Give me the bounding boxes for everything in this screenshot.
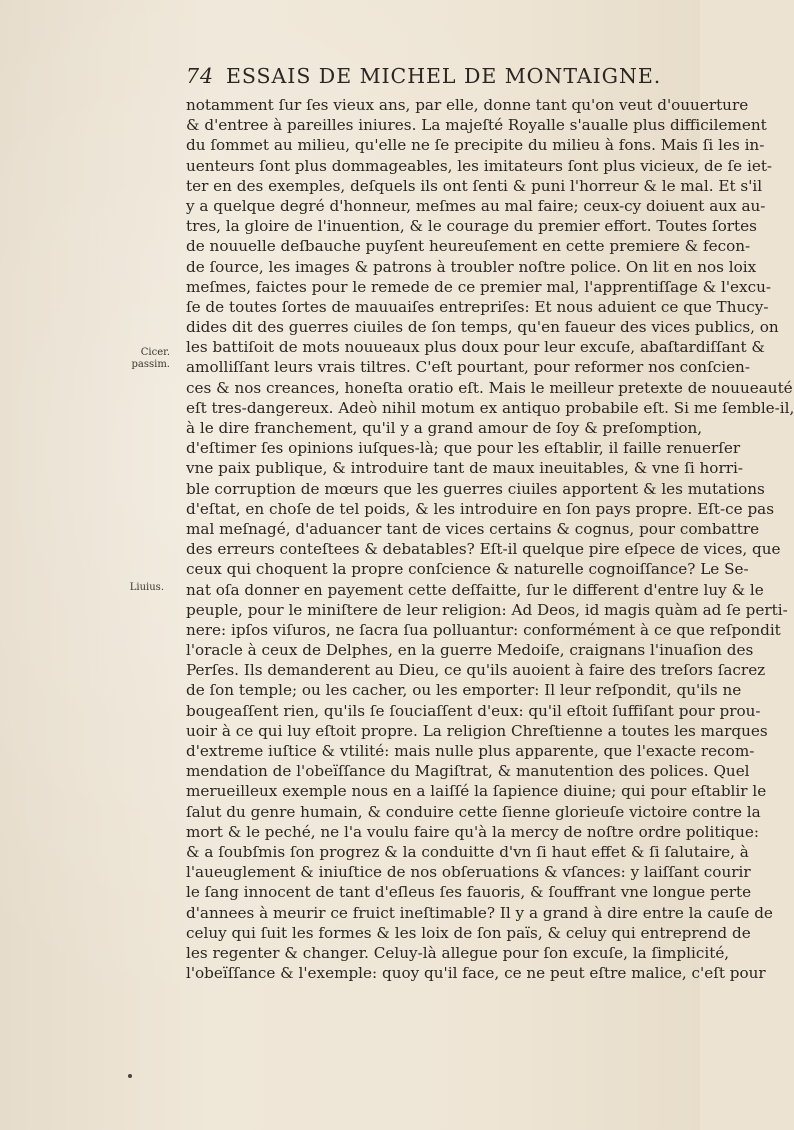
text-line: & d'entree à pareilles iniures. La majeſté Royalle s'aualle plus difficilement [186, 116, 767, 135]
text-line: ceux qui choquent la propre conſcience & naturelle cognoiſſance? Le Se- [186, 560, 749, 579]
running-header [186, 64, 662, 88]
text-line: uenteurs ſont plus dommageables, les imitateurs ſont plus vicieux, de ſe iet- [186, 156, 773, 175]
page-number: 74 [186, 64, 214, 88]
text-line: mendation de l'obeïſſance du Magiſtrat, & manutention des polices. Quel [186, 762, 750, 781]
text-line: d'annees à meurir ce fruict ineſtimable? Il y a grand à dire entre la cauſe de [186, 903, 773, 922]
text-line: mort & le peché, ne l'a voulu faire qu'à la mercy de noſtre ordre politique: [186, 822, 759, 841]
text-line: merueilleux exemple nous en a laiſſé la ſapience diuine; qui pour eſtablir le [186, 782, 767, 801]
text-line: les regenter & changer. Celuy-là allegue pour ſon excuſe, la ſimplicité, [186, 943, 730, 962]
text-line: ſe de toutes ſortes de mauuaiſes entrepriſes: Et nous aduient ce que Thucy- [186, 297, 769, 316]
text-line: du ſommet au milieu, qu'elle ne ſe precipite du milieu à fons. Mais ſi les in- [186, 136, 765, 155]
text-line: le ſang innocent de tant d'eſleus ſes fauoris, & ſouffrant vne longue perte [186, 883, 752, 902]
text-line: celuy qui ſuit les formes & les loix de ſon païs, & celuy qui entreprend de [186, 923, 751, 942]
running-title: ESSAIS DE MICHEL DE MONTAIGNE. [226, 64, 662, 88]
margin-note-livy: Liuius. [129, 582, 164, 593]
text-line: d'eſtat, en choſe de tel poids, & les introduire en ſon pays propre. Eſt-ce pas [186, 499, 775, 518]
text-line: tres, la gloire de l'inuention, & le courage du premier effort. Toutes ſortes [186, 217, 757, 236]
text-line: nat oſa donner en payement cette deſfaitte, ſur le different d'entre luy & le [186, 580, 764, 599]
text-line: peuple, pour le miniſtere de leur religion: Ad Deos, id magis quàm ad ſe perti- [186, 600, 788, 619]
text-line: les battiſoit de mots nouueaux plus doux pour leur excuſe, abaſtardiſſant & [186, 338, 765, 357]
body-text [186, 95, 794, 983]
text-line: Perſes. Ils demanderent au Dieu, ce qu'ils auoient à faire des treſors ſacrez [186, 661, 766, 680]
text-line: à le dire franchement, qu'il y a grand amour de ſoy & preſomption, [186, 419, 703, 437]
text-line: ces & nos creances, honeſta oratio eſt. Mais le meilleur pretexte de nouueauté [186, 378, 793, 397]
text-line: & a ſoubſmis ſon progrez & la conduitte d'vn ſi haut effet & ſi ſalutaire, à [186, 842, 749, 861]
text-line: dides dit des guerres ciuiles de ſon temps, qu'en faueur des vices publics, on [186, 318, 779, 337]
text-line: de ſource, les images & patrons à troubler noſtre police. On lit en nos loix [186, 257, 757, 276]
text-line: bougeaſſent rien, qu'ils ſe ſouciaſſent d'eux: qu'il eſtoit ſuffiſant pour prou- [186, 701, 761, 720]
text-line: d'extreme iuſtice & vtilité: mais nulle plus apparente, que l'exacte recom- [186, 742, 755, 760]
text-line: d'eſtimer ſes opinions iuſques-là; que pour les eſtablir, il faille renuerſer [186, 439, 741, 458]
text-line: vne paix publique, & introduire tant de maux ineuitables, & vne ſi horri- [186, 459, 743, 478]
text-line: l'oracle à ceux de Delphes, en la guerre Medoiſe, craignans l'inuaſion des [186, 641, 754, 660]
text-line: ter en des exemples, deſquels ils ont ſenti & puni l'horreur & le mal. Et s'il [186, 176, 763, 195]
text-line: l'aueuglement & iniuſtice de nos obſeruations & vſances: y laiſſant courir [186, 863, 751, 882]
text-line: y a quelque degré d'honneur, meſmes au mal faire; ceux-cy doiuent aux au- [186, 196, 766, 215]
margin-note-cicero: Cicer. passim. [131, 347, 170, 370]
text-line: l'obeïſſance & l'exemple: quoy qu'il face, ce ne peut eſtre malice, c'eſt pour [186, 964, 766, 983]
text-line: nere: ipſos viſuros, ne ſacra ſua polluantur: conformément à ce que reſpondit [186, 620, 781, 639]
text-line: amolliſſant leurs vrais tiltres. C'eſt pourtant, pour reformer nos conſcien- [186, 358, 750, 377]
text-line: de ſon temple; ou les cacher, ou les emporter: Il leur reſpondit, qu'ils ne [186, 681, 742, 700]
text-line: des erreurs conteſtees & debatables? Eſt-il quelque pire eſpece de vices, que [186, 540, 781, 559]
text-line: de nouuelle deſbauche puyſent heureuſement en cette premiere & fecon- [186, 237, 751, 256]
text-line: notamment ſur ſes vieux ans, par elle, donne tant qu'on veut d'ouuerture [186, 96, 749, 114]
text-line: eſt tres-dangereux. Adeò nihil motum ex antiquo probabile eſt. Si me ſemble-il, [186, 398, 794, 417]
ink-speck [128, 1074, 132, 1078]
text-line: uoir à ce qui luy eſtoit propre. La religion Chreſtienne a toutes les marques [186, 721, 768, 740]
text-line: meſmes, faictes pour le remede de ce premier mal, l'apprentiſſage & l'excu- [186, 277, 772, 296]
text-line: ſalut du genre humain, & conduire cette ſienne glorieuſe victoire contre la [186, 802, 761, 821]
text-line: mal meſnagé, d'aduancer tant de vices certains & cognus, pour combattre [186, 519, 760, 538]
text-line: ble corruption de mœurs que les guerres ciuiles apportent & les mutations [186, 479, 765, 498]
